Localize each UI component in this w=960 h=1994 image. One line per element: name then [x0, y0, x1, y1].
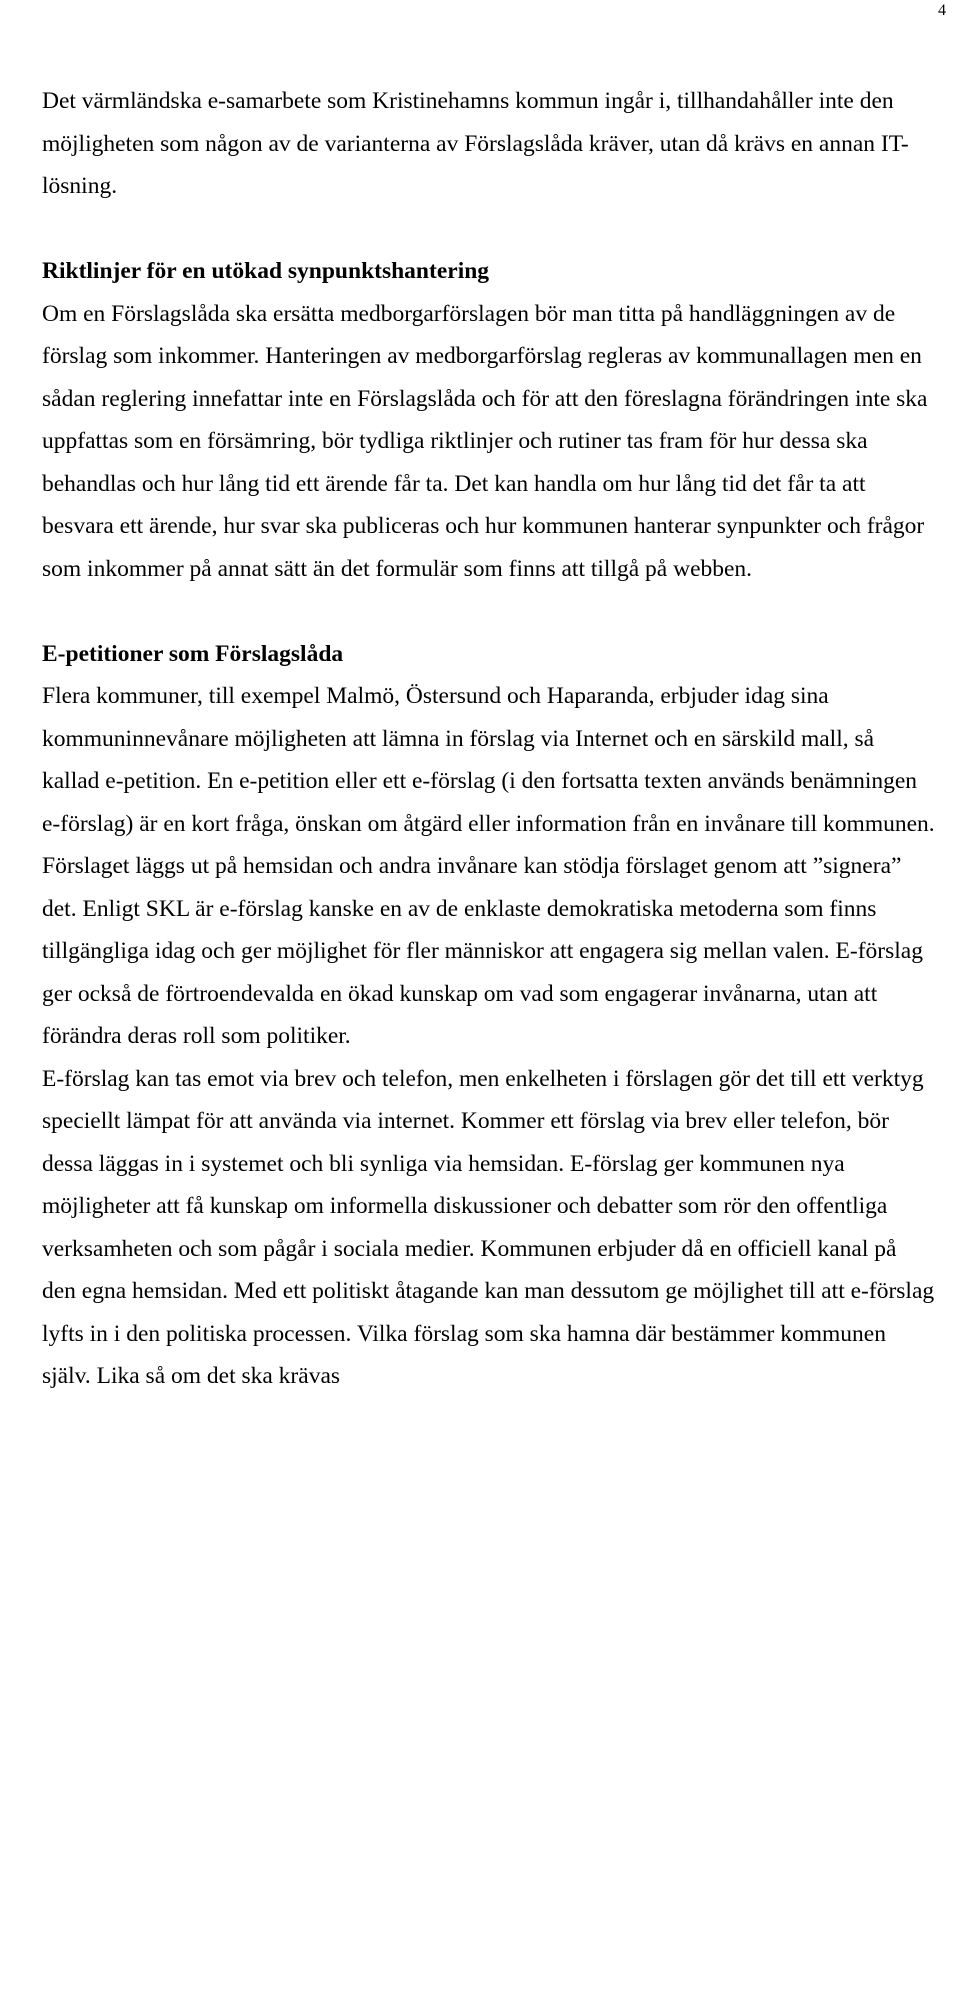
- section-paragraph-e-petitioner-1: Flera kommuner, till exempel Malmö, Östersund och Haparanda, erbjuder idag sina kommuninnevånare möjligheten att lämna in förslag via Internet och en särskild mall, så kallad e-petition. En e-petition eller ett e-förslag (i den fortsatta texten används benämningen e-förslag) är en kort fråga, önskan om åtgärd eller information från en invånare till kommunen. Förslaget läggs ut på hemsidan och andra invånare kan stödja förslaget genom att ”signera” det. Enligt SKL är e-förslag kanske en av de enklaste demokratiska metoderna som finns tillgängliga idag och ger möjlighet för fler människor att engagera sig mellan valen. E-förslag ger också de förtroendevalda en ökad kunskap om vad som engagerar invånarna, utan att förändra deras roll som politiker.: [42, 683, 935, 1049]
- spacer: [42, 590, 935, 633]
- section-heading-riktlinjer: Riktlinjer för en utökad synpunktshantering: [42, 258, 490, 284]
- intro-paragraph: Det värmländska e-samarbete som Kristinehamns kommun ingår i, tillhandahåller inte den möjligheten som någon av de varianterna av Förslagslåda kräver, utan då krävs en annan IT-lösning.: [42, 88, 909, 199]
- section-heading-e-petitioner: E-petitioner som Förslagslåda: [42, 640, 344, 667]
- section-paragraph-riktlinjer: Om en Förslagslåda ska ersätta medborgarförslagen bör man titta på handläggningen av de förslag som inkommer. Hanteringen av medborgarförslag regleras av kommunallagen men en sådan reglering innefattar inte en Förslagslåda och för att den föreslagna förändringen inte ska uppfattas som en försämring, bör tydliga riktlinjer och rutiner tas fram för hur dessa ska behandlas och hur lång tid ett ärende får ta. Det kan handla om hur lång tid det får ta att besvara ett ärende, hur svar ska publiceras och hur kommunen hanterar synpunkter och frågor som inkommer på annat sätt än det formulär som finns att tillgå på webben.: [42, 300, 928, 582]
- document-body: [42, 80, 935, 1398]
- spacer: [42, 208, 935, 251]
- section-paragraph-e-petitioner-2: E-förslag kan tas emot via brev och telefon, men enkelheten i förslagen gör det till ett verktyg speciellt lämpat för att använda via internet. Kommer ett förslag via brev eller telefon, bör dessa läggas in i systemet och bli synliga via hemsidan. E-förslag ger kommunen nya möjligheter att få kunskap om informella diskussioner och debatter som rör den offentliga verksamheten och som pågår i sociala medier. Kommunen erbjuder då en officiell kanal på den egna hemsidan. Med ett politiskt åtagande kan man dessutom ge möjlighet till att e-förslag lyfts in i den politiska processen. Vilka förslag som ska hamna där bestämmer kommunen själv. Lika så om det ska krävas: [42, 1065, 935, 1389]
- page-number: 4: [938, 2, 946, 19]
